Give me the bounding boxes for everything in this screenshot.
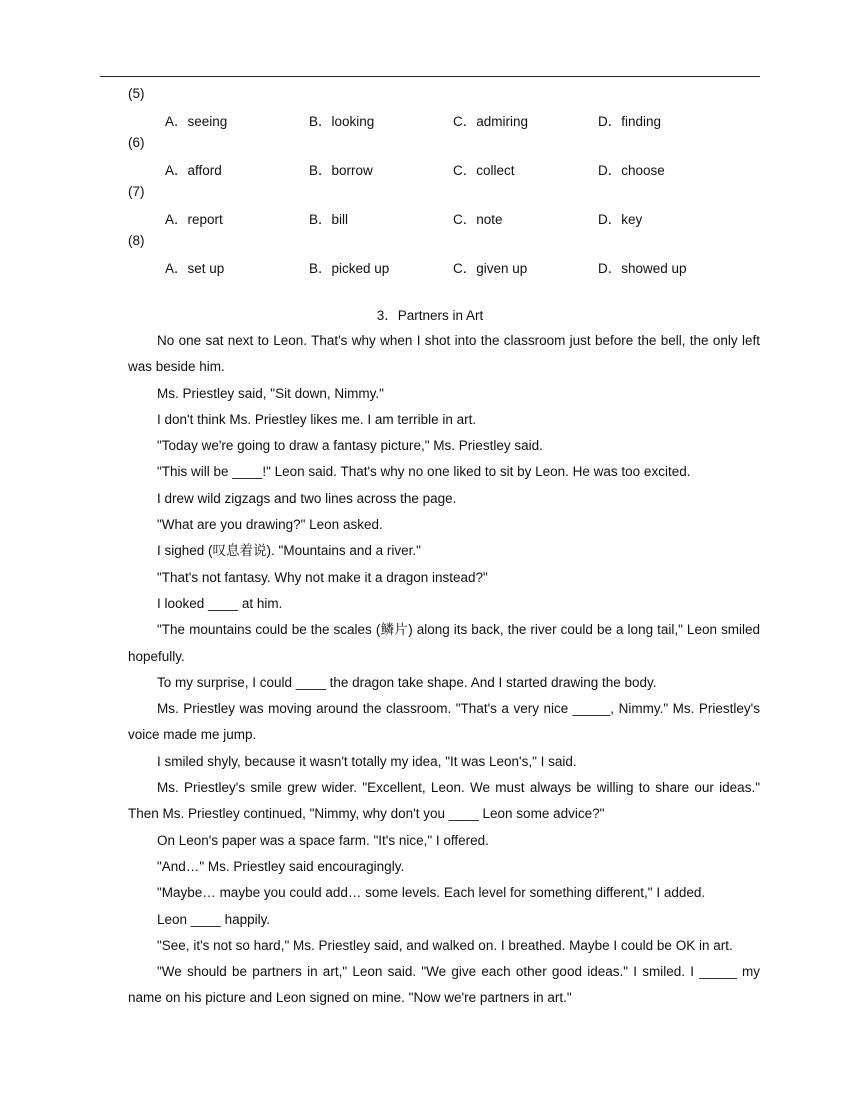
question-number: (5) — [128, 86, 145, 101]
paragraph: To my surprise, I could ____ the dragon take shape. And I started drawing the body. — [157, 674, 657, 690]
question-number: (6) — [128, 135, 145, 150]
option-c[interactable]: C．admiring — [453, 114, 529, 129]
paragraph: I looked ____ at him. — [157, 595, 283, 611]
paragraph: I smiled shyly, because it wasn't totally my idea, "It was Leon's," I said. — [157, 753, 577, 769]
chinese-gloss: 叹息着说 — [212, 543, 267, 560]
question-number: (8) — [128, 233, 145, 248]
option-d[interactable]: D．showed up — [598, 261, 687, 276]
paragraph: I don't think Ms. Priestley likes me. I am terrible in art. — [157, 411, 477, 427]
paragraph: Ms. Priestley's smile grew wider. "Excellent, Leon. We must always be willing to share our ideas." Then Ms. Priestley continued, "Nimmy, why don't you ____ Leon some advice?" — [128, 780, 760, 822]
paragraph: No one sat next to Leon. That's why when I shot into the classroom just before the bell, the only left was beside him. — [128, 333, 760, 375]
paragraph: Leon ____ happily. — [157, 911, 271, 927]
options-row — [0, 159, 860, 179]
paragraph: "See, it's not so hard," Ms. Priestley said, and walked on. I breathed. Maybe I could be OK in art. — [157, 937, 733, 953]
paragraph: I sighed (叹息着说). "Mountains and a river." — [157, 543, 421, 560]
option-c[interactable]: C．note — [453, 212, 503, 227]
passage-body — [128, 328, 760, 1012]
option-c[interactable]: C．given up — [453, 261, 528, 276]
paragraph: "Today we're going to draw a fantasy picture," Ms. Priestley said. — [157, 438, 543, 454]
option-b[interactable]: B．bill — [309, 212, 349, 227]
paragraph: "That's not fantasy. Why not make it a dragon instead?" — [157, 569, 488, 585]
passage-title: 3．Partners in Art — [376, 308, 484, 323]
option-d[interactable]: D．key — [598, 212, 643, 227]
question-number: (7) — [128, 184, 145, 199]
header-rule — [100, 76, 760, 77]
paragraph: "Maybe… maybe you could add… some levels. Each level for something different," I added. — [157, 885, 706, 901]
chinese-gloss: 鳞片 — [380, 622, 409, 639]
option-a[interactable]: A．afford — [165, 163, 222, 178]
option-b[interactable]: B．picked up — [309, 261, 390, 276]
paragraph: Ms. Priestley said, "Sit down, Nimmy." — [157, 385, 384, 401]
paragraph: Ms. Priestley was moving around the classroom. "That's a very nice _____, Nimmy." Ms. Priestley's voice made me jump. — [128, 701, 760, 743]
option-b[interactable]: B．looking — [309, 114, 375, 129]
option-a[interactable]: A．report — [165, 212, 223, 227]
option-c[interactable]: C．collect — [453, 163, 515, 178]
paragraph: "And…" Ms. Priestley said encouragingly. — [157, 858, 405, 874]
option-b[interactable]: B．borrow — [309, 163, 373, 178]
option-a[interactable]: A．seeing — [165, 114, 228, 129]
options-row — [0, 257, 860, 277]
options-row — [0, 110, 860, 130]
option-d[interactable]: D．choose — [598, 163, 665, 178]
paragraph: On Leon's paper was a space farm. "It's nice," I offered. — [157, 832, 489, 848]
paragraph: "This will be ____!" Leon said. That's why no one liked to sit by Leon. He was too excited. — [157, 464, 691, 480]
paragraph: "We should be partners in art," Leon said. "We give each other good ideas." I smiled. I _____ my name on his picture and Leon signed on mine. "Now we're partners in art." — [128, 964, 760, 1006]
options-row — [0, 208, 860, 228]
option-a[interactable]: A．set up — [165, 261, 225, 276]
paragraph: I drew wild zigzags and two lines across the page. — [157, 490, 457, 506]
paragraph: "The mountains could be the scales (鳞片) along its back, the river could be a long tail," Leon smiled hopefully. — [128, 622, 761, 664]
paragraph: "What are you drawing?" Leon asked. — [157, 517, 383, 533]
option-d[interactable]: D．finding — [598, 114, 662, 129]
